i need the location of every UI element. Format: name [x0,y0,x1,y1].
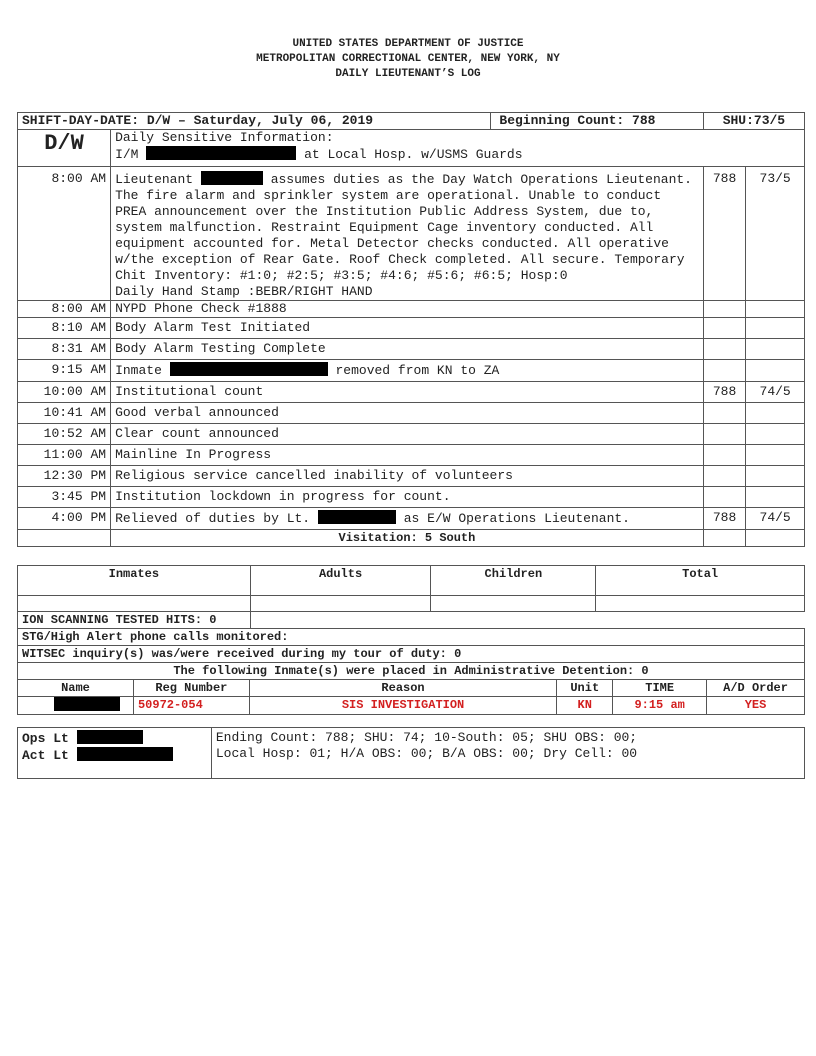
footer-table [17,727,805,779]
hand-stamp: Daily Hand Stamp :BEBR/RIGHT HAND [115,284,373,299]
admin-header-name: Name [18,680,134,697]
log-count [703,360,745,382]
log-time: 10:41 AM [18,403,111,424]
visitation-header-total: Total [596,566,805,596]
ion-table [17,612,251,629]
log-count [703,318,745,339]
admin-header-reason: Reason [249,680,556,697]
log-count [703,487,745,508]
log-shu: 74/5 [746,382,805,403]
shift-code-cell [18,130,111,167]
log-row [18,424,805,445]
log-entry: Clear count announced [111,424,704,445]
ending-line-2: Local Hosp: 01; H/A OBS: 00; B/A OBS: 00; Dry Cell: 00 [215,746,638,761]
visitation-header-adults: Adults [250,566,431,596]
admin-order: YES [707,697,805,715]
log-time: 8:31 AM [18,339,111,360]
redaction-block [77,747,173,761]
admin-header-row [18,680,805,697]
log-row [18,508,805,530]
log-shu [746,318,805,339]
sensitive-info [111,130,805,167]
log-count [703,339,745,360]
log-entry: Mainline In Progress [111,445,704,466]
admin-unit: KN [557,697,613,715]
entry-text: assumes duties as the Day Watch Operations Lieutenant. The fire alarm and sprinkler system are operational. Unable to conduct PREA announcement over the Institution Public Address System, due to, system malfunction. Restraint Equipment Cage inventory conducted. All equipment accounted for. Metal Detector checks conducted. All operative w/the exception of Rear Gate. Roof Check completed. All secure. Temporary Chit Inventory: #1:0; #2:5; #3:5; #4:6; #5:6; #6:5; Hosp:0 [115,172,692,283]
act-lt-line [22,747,207,764]
admin-header-time: TIME [613,680,707,697]
log-time: 11:00 AM [18,445,111,466]
log-entry: Good verbal announced [111,403,704,424]
log-count: 788 [703,508,745,530]
redaction-block [146,146,296,160]
ending-count [211,728,804,779]
entry-prefix: Lieutenant [115,172,194,187]
log-shu: 73/5 [746,167,805,301]
visitation-header-inmates: Inmates [18,566,251,596]
log-row [18,466,805,487]
shift-code: D/W [44,131,84,156]
log-shu [746,445,805,466]
log-count: 788 [703,167,745,301]
visitation-table [17,565,805,612]
visitation-header-row [18,566,805,596]
log-entry: Body Alarm Testing Complete [111,339,704,360]
log-time: 8:00 AM [18,301,111,318]
log-entry: Religious service cancelled inability of volunteers [111,466,704,487]
visitation-title: Visitation: 5 South [111,530,704,547]
log-entry: NYPD Phone Check #1888 [111,301,704,318]
ending-line-1: Ending Count: 788; SHU: 74; 10-South: 05; SHU OBS: 00; [215,730,638,745]
admin-header-order: A/D Order [707,680,805,697]
log-row-first [18,167,805,301]
witsec-inquiry: WITSEC inquiry(s) was/were received during my tour of duty: 0 [18,646,805,663]
admin-table [17,628,805,715]
header-line-3: DAILY LIEUTENANT’S LOG [335,68,481,80]
admin-reg: 50972-054 [133,697,249,715]
log-shu [746,360,805,382]
log-table [17,112,805,547]
log-entry [111,167,704,301]
log-count [703,445,745,466]
log-row [18,360,805,382]
im-suffix: at Local Hosp. w/USMS Guards [304,147,523,162]
ops-lt-label: Ops Lt [22,731,69,746]
ops-lt-line [22,730,207,747]
shu-count: SHU:73/5 [703,113,804,130]
log-time: 3:45 PM [18,487,111,508]
log-row [18,318,805,339]
redaction-block [318,510,396,524]
redaction-block [54,697,120,711]
admin-header-reg: Reg Number [133,680,249,697]
admin-reason: SIS INVESTIGATION [249,697,556,715]
admin-time: 9:15 am [613,697,707,715]
log-shu [746,466,805,487]
log-entry: Institutional count [111,382,704,403]
redaction-block [201,171,263,185]
log-count [703,301,745,318]
beginning-count: Beginning Count: 788 [491,113,703,130]
entry-prefix: Relieved of duties by Lt. [115,511,311,526]
document-header [0,37,816,82]
log-count [703,403,745,424]
log-shu [746,339,805,360]
log-shu [746,487,805,508]
log-entry: Institution lockdown in progress for count. [111,487,704,508]
redaction-block [77,730,143,744]
log-time: 10:00 AM [18,382,111,403]
visitation-data-row [18,596,805,612]
log-count [703,466,745,487]
log-row [18,487,805,508]
log-row [18,382,805,403]
header-line-1: UNITED STATES DEPARTMENT OF JUSTICE [292,38,524,50]
stg-calls: STG/High Alert phone calls monitored: [18,629,805,646]
im-prefix: I/M [115,147,139,162]
log-shu [746,424,805,445]
admin-header-unit: Unit [557,680,613,697]
sensitive-im-line [115,146,800,163]
log-shu [746,301,805,318]
log-time: 9:15 AM [18,360,111,382]
log-time: 4:00 PM [18,508,111,530]
entry-suffix: as E/W Operations Lieutenant. [403,511,630,526]
log-shu: 74/5 [746,508,805,530]
log-time: 10:52 AM [18,424,111,445]
log-entry: Body Alarm Test Initiated [111,318,704,339]
header-line-2: METROPOLITAN CORRECTIONAL CENTER, NEW YORK, NY [256,53,560,65]
act-lt-label: Act Lt [22,748,69,763]
log-time: 8:00 AM [18,167,111,301]
sensitive-title: Daily Sensitive Information: [115,130,334,145]
log-row [18,403,805,424]
log-entry [111,508,704,530]
log-count: 788 [703,382,745,403]
log-row [18,339,805,360]
lieutenant-signatures [18,728,212,779]
log-shu [746,403,805,424]
log-time: 12:30 PM [18,466,111,487]
shift-date: SHIFT-DAY-DATE: D/W – Saturday, July 06, 2019 [18,113,491,130]
visitation-title-row [18,530,805,547]
log-row [18,301,805,318]
entry-suffix: removed from KN to ZA [335,363,500,378]
admin-data-row [18,697,805,715]
visitation-header-children: Children [431,566,596,596]
entry-prefix: Inmate [115,363,162,378]
sensitive-row [18,130,805,167]
log-entry [111,360,704,382]
log-row [18,445,805,466]
redaction-block [170,362,328,376]
log-time: 8:10 AM [18,318,111,339]
log-count [703,424,745,445]
ion-scanning: ION SCANNING TESTED HITS: 0 [18,612,251,629]
admin-name [18,697,134,715]
admin-detention-title: The following Inmate(s) were placed in Administrative Detention: 0 [18,663,805,680]
summary-row [18,113,805,130]
